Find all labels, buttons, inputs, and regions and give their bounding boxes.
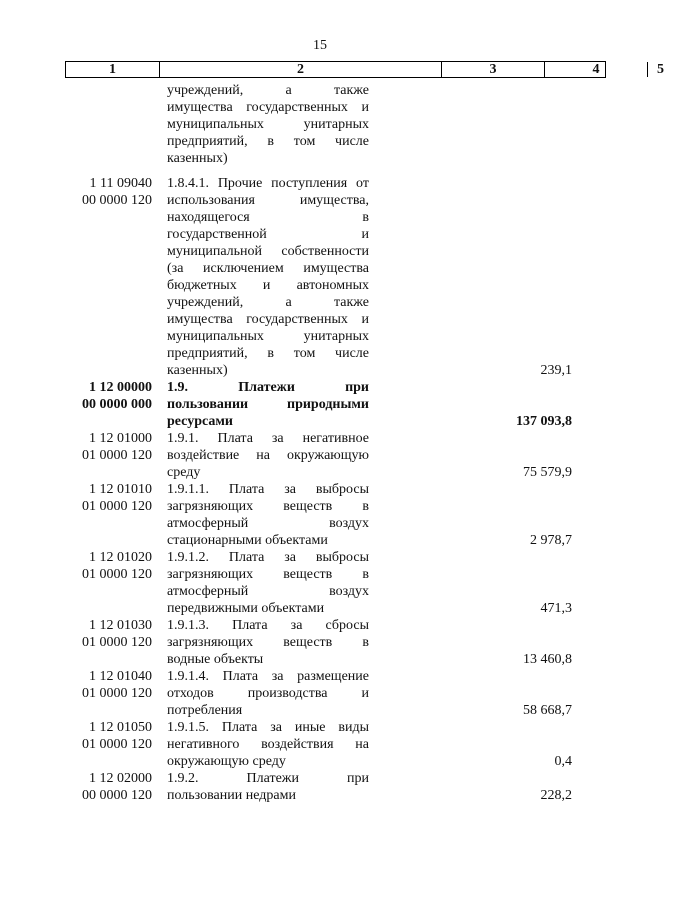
description-line: казенных) [167, 363, 228, 378]
row-amount: 2 978,7 [530, 533, 572, 548]
row-amount: 228,2 [540, 788, 572, 803]
table-row [0, 175, 640, 379]
description-line: 1.9. Платежи при [167, 380, 369, 395]
header-col-4: 4 [545, 62, 648, 77]
description-line: потребления [167, 703, 243, 718]
row-amount: 137 093,8 [516, 414, 572, 429]
description-line: 1.9.1.4. Плата за размещение [167, 669, 369, 684]
description-line: атмосферный воздух [167, 584, 369, 599]
row-description [167, 668, 369, 719]
table-row [0, 617, 640, 668]
header-col-5: 5 [657, 62, 664, 77]
description-line: предприятий, в том числе [167, 134, 369, 149]
description-line: 1.9.1.5. Плата за иные виды [167, 720, 369, 735]
budget-code: 1 12 01020 01 0000 120 [82, 550, 152, 582]
description-line: пользовании природными [167, 397, 369, 412]
description-line: передвижными объектами [167, 601, 325, 616]
row-amount: 13 460,8 [523, 652, 572, 667]
description-line: водные объекты [167, 652, 264, 667]
description-line: муниципальной собственности [167, 244, 369, 259]
description-line: 1.9.1.2. Плата за выбросы [167, 550, 369, 565]
row-amount: 58 668,7 [523, 703, 572, 718]
description-line: учреждений, а также [167, 295, 369, 310]
row-description [167, 770, 369, 804]
description-line: муниципальных унитарных [167, 329, 369, 344]
row-description [167, 82, 369, 167]
budget-code: 1 12 01030 01 0000 120 [82, 618, 152, 650]
row-description [167, 719, 369, 770]
table-row [0, 379, 640, 430]
description-line: использования имущества, [167, 193, 369, 208]
row-description [167, 430, 369, 481]
description-line: загрязняющих веществ в [167, 499, 369, 514]
row-amount: 75 579,9 [523, 465, 572, 480]
budget-code: 1 12 01050 01 0000 120 [82, 720, 152, 752]
budget-code: 1 12 02000 00 0000 120 [82, 771, 152, 803]
description-line: загрязняющих веществ в [167, 635, 369, 650]
description-line: воздействие на окружающую [167, 448, 369, 463]
table-row [0, 481, 640, 549]
description-line: государственной и [167, 227, 369, 242]
row-amount: 0,4 [554, 754, 572, 769]
table-row [0, 430, 640, 481]
table-row [0, 82, 640, 167]
description-line: 1.8.4.1. Прочие поступления от [167, 176, 369, 191]
description-line: 1.9.1.3. Плата за сбросы [167, 618, 369, 633]
description-line: 1.9.1.1. Плата за выбросы [167, 482, 369, 497]
description-line: негативного воздействия на [167, 737, 369, 752]
table-header [65, 61, 664, 78]
row-description [167, 481, 369, 549]
table-row [0, 719, 640, 770]
table-row [0, 549, 640, 617]
description-line: (за исключением имущества [167, 261, 369, 276]
budget-code: 1 12 01010 01 0000 120 [82, 482, 152, 514]
description-line: бюджетных и автономных [167, 278, 369, 293]
row-description [167, 549, 369, 617]
description-line: имущества государственных и [167, 100, 369, 115]
description-line: пользовании недрами [167, 788, 296, 803]
budget-code: 1 12 01000 01 0000 120 [82, 431, 152, 463]
header-col-1: 1 [66, 62, 160, 77]
description-line: среду [167, 465, 201, 480]
description-line: отходов производства и [167, 686, 369, 701]
budget-code: 1 11 09040 00 0000 120 [82, 176, 152, 208]
description-line: атмосферный воздух [167, 516, 369, 531]
budget-code: 1 12 00000 00 0000 000 [82, 380, 152, 412]
description-line: находящегося в [167, 210, 369, 225]
table-row [0, 668, 640, 719]
page-number: 15 [313, 38, 327, 53]
description-line: окружающую среду [167, 754, 286, 769]
description-line: ресурсами [167, 414, 233, 429]
description-line: учреждений, а также [167, 83, 369, 98]
row-description [167, 379, 369, 430]
header-col-2: 2 [160, 62, 442, 77]
description-line: 1.9.1. Плата за негативное [167, 431, 369, 446]
description-line: 1.9.2. Платежи при [167, 771, 369, 786]
description-line: имущества государственных и [167, 312, 369, 327]
row-description [167, 175, 369, 379]
description-line: предприятий, в том числе [167, 346, 369, 361]
table-body [0, 82, 640, 804]
row-amount: 239,1 [540, 363, 572, 378]
description-line: казенных) [167, 151, 228, 166]
row-description [167, 617, 369, 668]
description-line: стационарными объектами [167, 533, 328, 548]
header-col-3: 3 [442, 62, 545, 77]
table-row [0, 770, 640, 804]
row-amount: 471,3 [540, 601, 572, 616]
description-line: загрязняющих веществ в [167, 567, 369, 582]
description-line: муниципальных унитарных [167, 117, 369, 132]
budget-code: 1 12 01040 01 0000 120 [82, 669, 152, 701]
